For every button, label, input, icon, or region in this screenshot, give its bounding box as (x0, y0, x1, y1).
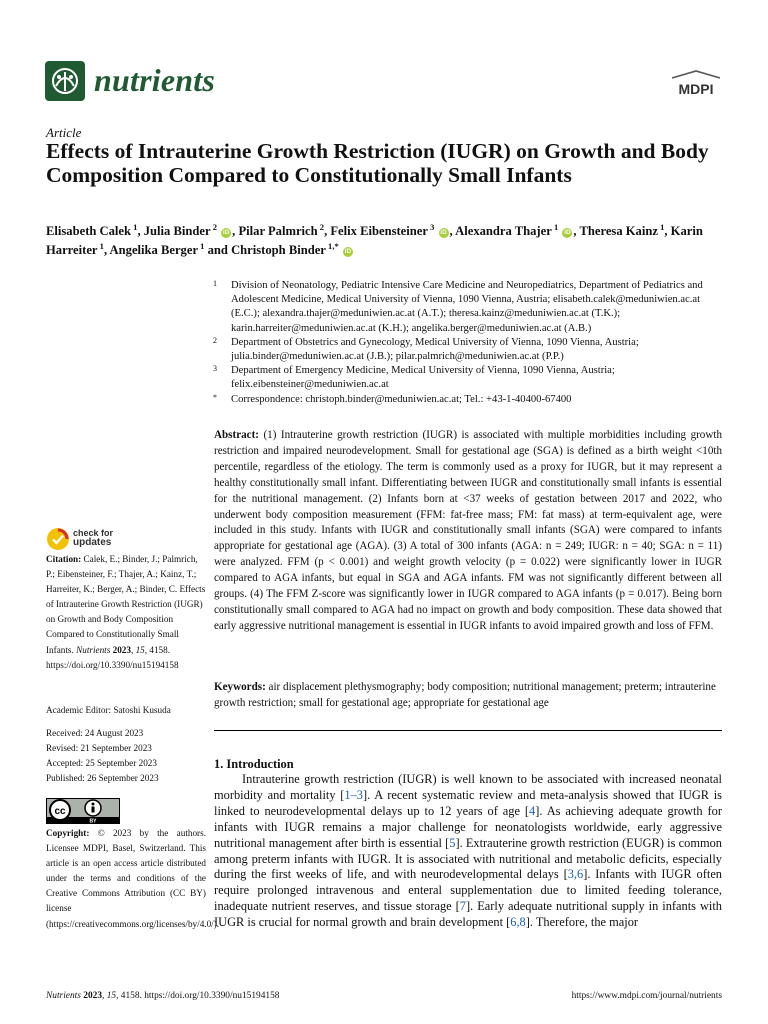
citation-journal: Nutrients (76, 644, 111, 655)
paragraph-text: Intrauterine growth restriction (IUGR) is well known to be associated with increased neonatal morbidity and mortality [ (214, 772, 722, 802)
reference-link[interactable]: 1–3 (344, 787, 363, 802)
mdpi-logo-icon (668, 70, 724, 98)
keywords-label: Keywords: (214, 681, 266, 693)
footer-citation: Nutrients 2023, 15, 4158. https://doi.org/10.3390/nu15194158 (46, 991, 280, 1001)
section-divider (214, 730, 722, 731)
affiliation-item (213, 393, 723, 407)
journal-name: nutrients (94, 62, 215, 98)
author-list: Elisabeth Calek $^1$, Julia Binder $^2$ iD , Pilar Palmrich $^2$, Felix Eibensteiner $^3$ iD , Alexandra Thajer $^1$ iD , Theresa Kainz $^1$, Karin Harreiter $^1$, Angelika Berger $^1$ and Christoph Binder $^{1,*}$ iD (46, 221, 703, 257)
academic-editor: Academic Editor: Satoshi Kusuda (46, 705, 171, 715)
publication-dates (46, 726, 206, 786)
author-affiliation-mark: 1 (131, 221, 138, 232)
paragraph-text: ]. Therefore, the major (525, 915, 639, 930)
cc-by-license-icon[interactable] (46, 798, 120, 824)
affiliation-item (213, 279, 723, 336)
citation-year: 2023 (112, 644, 131, 655)
paragraph-text: ]. Infants with IUGR often require prolonged intravenous and enteral supplementation due to limited feeding tolerance, inadequate nutrient reserves, and tissue storage [ (214, 867, 723, 914)
journal-header (44, 58, 724, 104)
citation: Citation: Calek, E.; Binder, J.; Palmrich, P.; Eibensteiner, F.; Thajer, A.; Kainz, T.; Harreiter, K.; Berger, A.; Binder, C. Effects of Intrauterine Growth Restriction (IUGR) on Growth and Body Composition Compared to Constitutionally Small Infants. Nutrients 2023, 15, 4158. https://doi.org/10.3390/nu15194158 (46, 554, 206, 670)
affiliation-text: Division of Neonatology, Pediatric Intensive Care Medicine and Neuropediatrics, Department of Pediatrics and Adolescent Medicine, Medical University of Vienna, 1090 Vienna, Austria; elisabeth.calek@meduniwien.ac.at (E.C.); alexandra.thajer@meduniwien.ac.at (A.T.); theresa.kainz@meduniwien.ac.at (T.K.); karin.harreiter@meduniwien.ac.at (K.H.); angelika.berger@meduniwien.ac.at (A.B.) (231, 280, 703, 334)
reference-link[interactable]: 7 (459, 899, 466, 914)
affiliation-text: Correspondence: christoph.binder@meduniwien.ac.at; Tel.: +43-1-40400-67400 (231, 393, 572, 405)
citation-text: Calek, E.; Binder, J.; Palmrich, P.; Eibensteiner, F.; Thajer, A.; Kainz, T.; Harreiter, K.; Berger, A.; Binder, C. Effects of Intrauterine Growth Restriction (IUGR) on Growth and Body Composition Compared to Constitutionally Small Infants. (46, 554, 206, 655)
author-name: Karin Harreiter $^1$ (46, 224, 703, 257)
affiliation-item (213, 364, 723, 392)
reference-link[interactable]: 4 (529, 803, 536, 818)
abstract-label: Abstract: (214, 429, 259, 441)
author-affiliation-mark: 2 (317, 221, 325, 232)
date-received: Received: 24 August 2023 (46, 728, 144, 738)
footer-journal: Nutrients (46, 991, 81, 1001)
author-name: Christoph Binder $^{1,*}$ iD (231, 240, 352, 257)
affiliation-mark: * (213, 392, 217, 402)
orcid-icon[interactable]: iD (222, 229, 230, 236)
reference-link[interactable]: 5 (449, 835, 456, 850)
orcid-icon[interactable]: iD (564, 229, 571, 236)
footer-volume: 15 (106, 991, 117, 1001)
check-for-updates-icon (46, 527, 70, 551)
journal-logo-icon (44, 60, 86, 102)
paragraph-text: ]. Extrauterine growth restriction (EUGR) is common among preterm infants with IUGR. It is associated with nutritional and metabolic deficits, especially during the first weeks of life, and with neurodevelopmental delays [ (214, 835, 722, 882)
paragraph-text: ]. As achieving adequate growth for infants with IUGR remains a major challenge for neonatologists worldwide, early aggressive nutritional management after birth is essential [ (214, 803, 722, 850)
publisher-name: MDPI (678, 81, 714, 97)
copyright-label: Copyright: (46, 828, 90, 838)
citation-label: Citation: (46, 554, 82, 564)
affiliation-mark: 2 (213, 335, 217, 345)
article-title: Effects of Intrauterine Growth Restriction (IUGR) on Growth and Body Composition Compared to Constitutionally Small Infants (46, 139, 709, 187)
reference-link[interactable]: 3,6 (567, 867, 584, 882)
footer-journal-url[interactable]: https://www.mdpi.com/journal/nutrients (571, 991, 722, 1001)
author-affiliation-mark: 1 (551, 221, 559, 232)
author-affiliation-mark: 1 (657, 221, 665, 232)
keywords-text: air displacement plethysmography; body composition; nutritional management; preterm; intrauterine growth restriction; small for gestational age; appropriate for gestational age (214, 681, 716, 709)
author-name: Angelika Berger $^1$ (109, 240, 205, 257)
citation-doi[interactable]: , 4158. https://doi.org/10.3390/nu15194158 (46, 644, 179, 670)
paragraph-text: ]. A recent systematic review and meta-analysis showed that IUGR is linked to neurodevelopmental delays up to 12 years of age [ (214, 787, 723, 818)
section-heading: 1. Introduction (214, 757, 294, 771)
author-name: Elisabeth Calek $^1$ (46, 221, 138, 238)
affiliation-item (213, 336, 723, 364)
affiliation-mark: 3 (213, 364, 217, 374)
author-name: Julia Binder $^2$ iD (143, 221, 230, 238)
svg-text:BY: BY (89, 818, 97, 824)
author-affiliation-mark: 3 (427, 221, 435, 232)
author-name: Alexandra Thajer $^1$ iD (455, 221, 571, 238)
affiliation-text: Department of Emergency Medicine, Medical University of Vienna, 1090 Vienna, Austria; felix.eibensteiner@meduniwien.ac.at (231, 365, 615, 391)
keywords (214, 680, 722, 712)
affiliation-text: Department of Obstetrics and Gynecology, Medical University of Vienna, 1090 Vienna, Austria; julia.binder@meduniwien.ac.at (J.B.); pilar.palmrich@meduniwien.ac.at (P.P.) (231, 336, 639, 363)
author-name: Theresa Kainz $^1$ (579, 221, 665, 238)
introduction-paragraph (214, 772, 722, 931)
paragraph-text: ]. Early adequate nutritional supply in infants with IUGR is crucial for normal growth and brain development [ (214, 899, 722, 930)
author-affiliation-mark: 1 (97, 240, 104, 251)
footer-year: 2023 (83, 991, 102, 1001)
check-for-updates-badge[interactable] (46, 527, 206, 553)
author-name: Felix Eibensteiner $^3$ iD (330, 221, 447, 238)
orcid-icon[interactable]: iD (440, 229, 447, 236)
citation-volume: 15 (135, 644, 145, 655)
affiliations (213, 279, 723, 407)
copyright-notice (46, 826, 220, 932)
footer-doi[interactable]: , 4158. https://doi.org/10.3390/nu15194158 (116, 991, 280, 1001)
author-affiliation-mark: 1 (198, 240, 205, 251)
copyright-text: © 2023 by the authors. Licensee MDPI, Basel, Switzerland. This article is an open access article distributed under the terms and conditions of the Creative Commons Attribution (CC BY) license (https://creativecommons.org/licenses/by/4.0/). (46, 828, 220, 929)
abstract-text: (1) Intrauterine growth restriction (IUGR) is associated with multiple morbidities including growth restriction and impaired neurodevelopment. Small for gestational age (SGA) is defined as a birth weight <10th percentile, regardless of the etiology. The term is commonly used as a proxy for IUGR, but it may represent a healthy constitutionally small infant. Differentiating between IUGR and constitutionally small infants is essential for the nutritional management. (2) Infants born at <37 weeks of gestation between 2017 and 2022, who underwent body composition measurement (FFM: fat-free mass; FM: fat mass) at term-equivalent age, were included in this study. Infants with IUGR and constitutionally small infants (SGA) were compared to infants appropriate for gestational age (AGA). (3) A total of 300 infants (AGA: n = 249; IUGR: n = 40; SGA: n = 11) were analyzed. FFM (p < 0.001) and weight growth velocity (p = 0.022) were significantly lower in IUGR compared to AGA infants, but equal in SGA and AGA infants. FM was not significantly different between all groups. (4) The FFM Z-score was significantly lower in IUGR compared to AGA infants (p = 0.017). Being born constitutionally small compared to AGA had no impact on growth and body composition. These data showed that early aggressive nutritional management is essential in IUGR infants to avoid impaired growth and loss of FFM. (214, 429, 722, 632)
check-updates-line2: updates (73, 537, 112, 548)
date-published: Published: 26 September 2023 (46, 773, 159, 784)
check-updates-line1: check for (73, 528, 114, 538)
orcid-icon[interactable]: iD (344, 248, 352, 255)
author-name: Pilar Palmrich $^2$ (238, 221, 325, 238)
date-revised: Revised: 21 September 2023 (46, 743, 152, 754)
author-affiliation-mark: 1,* (325, 240, 339, 251)
abstract (214, 428, 722, 635)
reference-link[interactable]: 6,8 (510, 915, 526, 930)
svg-text:cc: cc (54, 806, 66, 817)
author-affiliation-mark: 2 (210, 221, 218, 232)
article-type: Article (46, 125, 82, 140)
affiliation-mark: 1 (213, 279, 217, 288)
date-accepted: Accepted: 25 September 2023 (46, 758, 157, 769)
